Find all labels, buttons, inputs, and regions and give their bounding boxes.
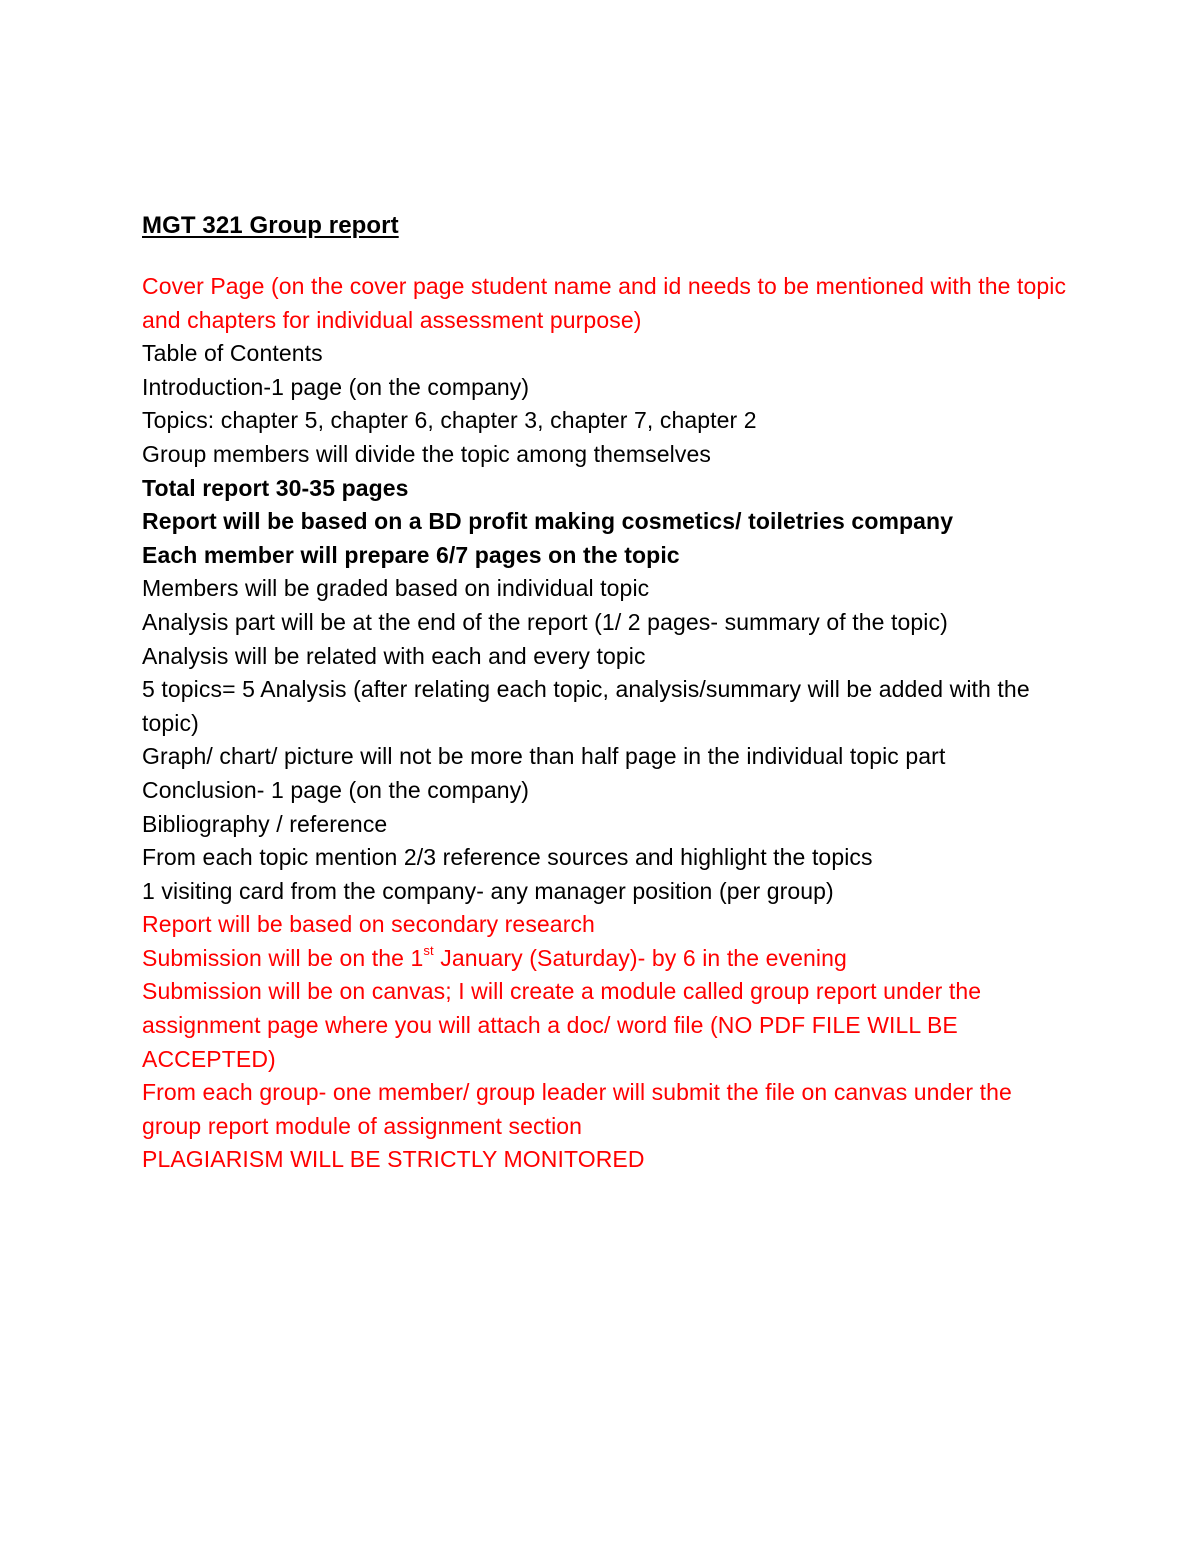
submission-date-line [142,942,1072,976]
analysis-part-line: Analysis part will be at the end of the report (1/ 2 pages- summary of the topic) [142,608,948,635]
total-report-line: Total report 30-35 pages [142,474,409,501]
table-of-contents-line: Table of Contents [142,340,323,367]
five-topics-line: 5 topics= 5 Analysis (after relating each topic, analysis/summary will be added with the topic) [142,676,1030,736]
introduction-line: Introduction-1 page (on the company) [142,373,530,400]
visiting-card-line: 1 visiting card from the company- any manager position (per group) [142,877,834,904]
submission-date-suffix: January (Saturday)- by 6 in the evening [433,944,847,971]
submission-canvas-line: Submission will be on canvas; I will create a module called group report under the assignment page where you will attach a doc/ word file (NO PDF FILE WILL BE ACCEPTED) [142,978,982,1072]
topics-line: Topics: chapter 5, chapter 6, chapter 3, chapter 7, chapter 2 [142,407,757,434]
submission-date-superscript: st [423,943,434,959]
graph-chart-line: Graph/ chart/ picture will not be more than half page in the individual topic part [142,743,946,770]
secondary-research-line: Report will be based on secondary research [142,911,595,938]
analysis-related-line: Analysis will be related with each and every topic [142,642,646,669]
each-member-line: Each member will prepare 6/7 pages on the topic [142,541,680,568]
document-body [142,208,1072,1177]
document-title: MGT 321 Group report [142,212,399,239]
group-leader-line: From each group- one member/ group leader will submit the file on canvas under the group report module of assignment section [142,1079,1012,1139]
reference-sources-line: From each topic mention 2/3 reference sources and highlight the topics [142,844,873,871]
plagiarism-line: PLAGIARISM WILL BE STRICTLY MONITORED [142,1146,645,1173]
submission-date-prefix: Submission will be on the 1 [142,944,424,971]
graded-line: Members will be graded based on individual topic [142,575,650,602]
based-on-company-line: Report will be based on a BD profit making cosmetics/ toiletries company [142,508,954,535]
bibliography-line: Bibliography / reference [142,810,388,837]
conclusion-line: Conclusion- 1 page (on the company) [142,776,530,803]
cover-page-line: Cover Page (on the cover page student name and id needs to be mentioned with the topic and chapters for individual assessment purpose) [142,273,1067,333]
divide-topic-line: Group members will divide the topic among themselves [142,440,711,467]
